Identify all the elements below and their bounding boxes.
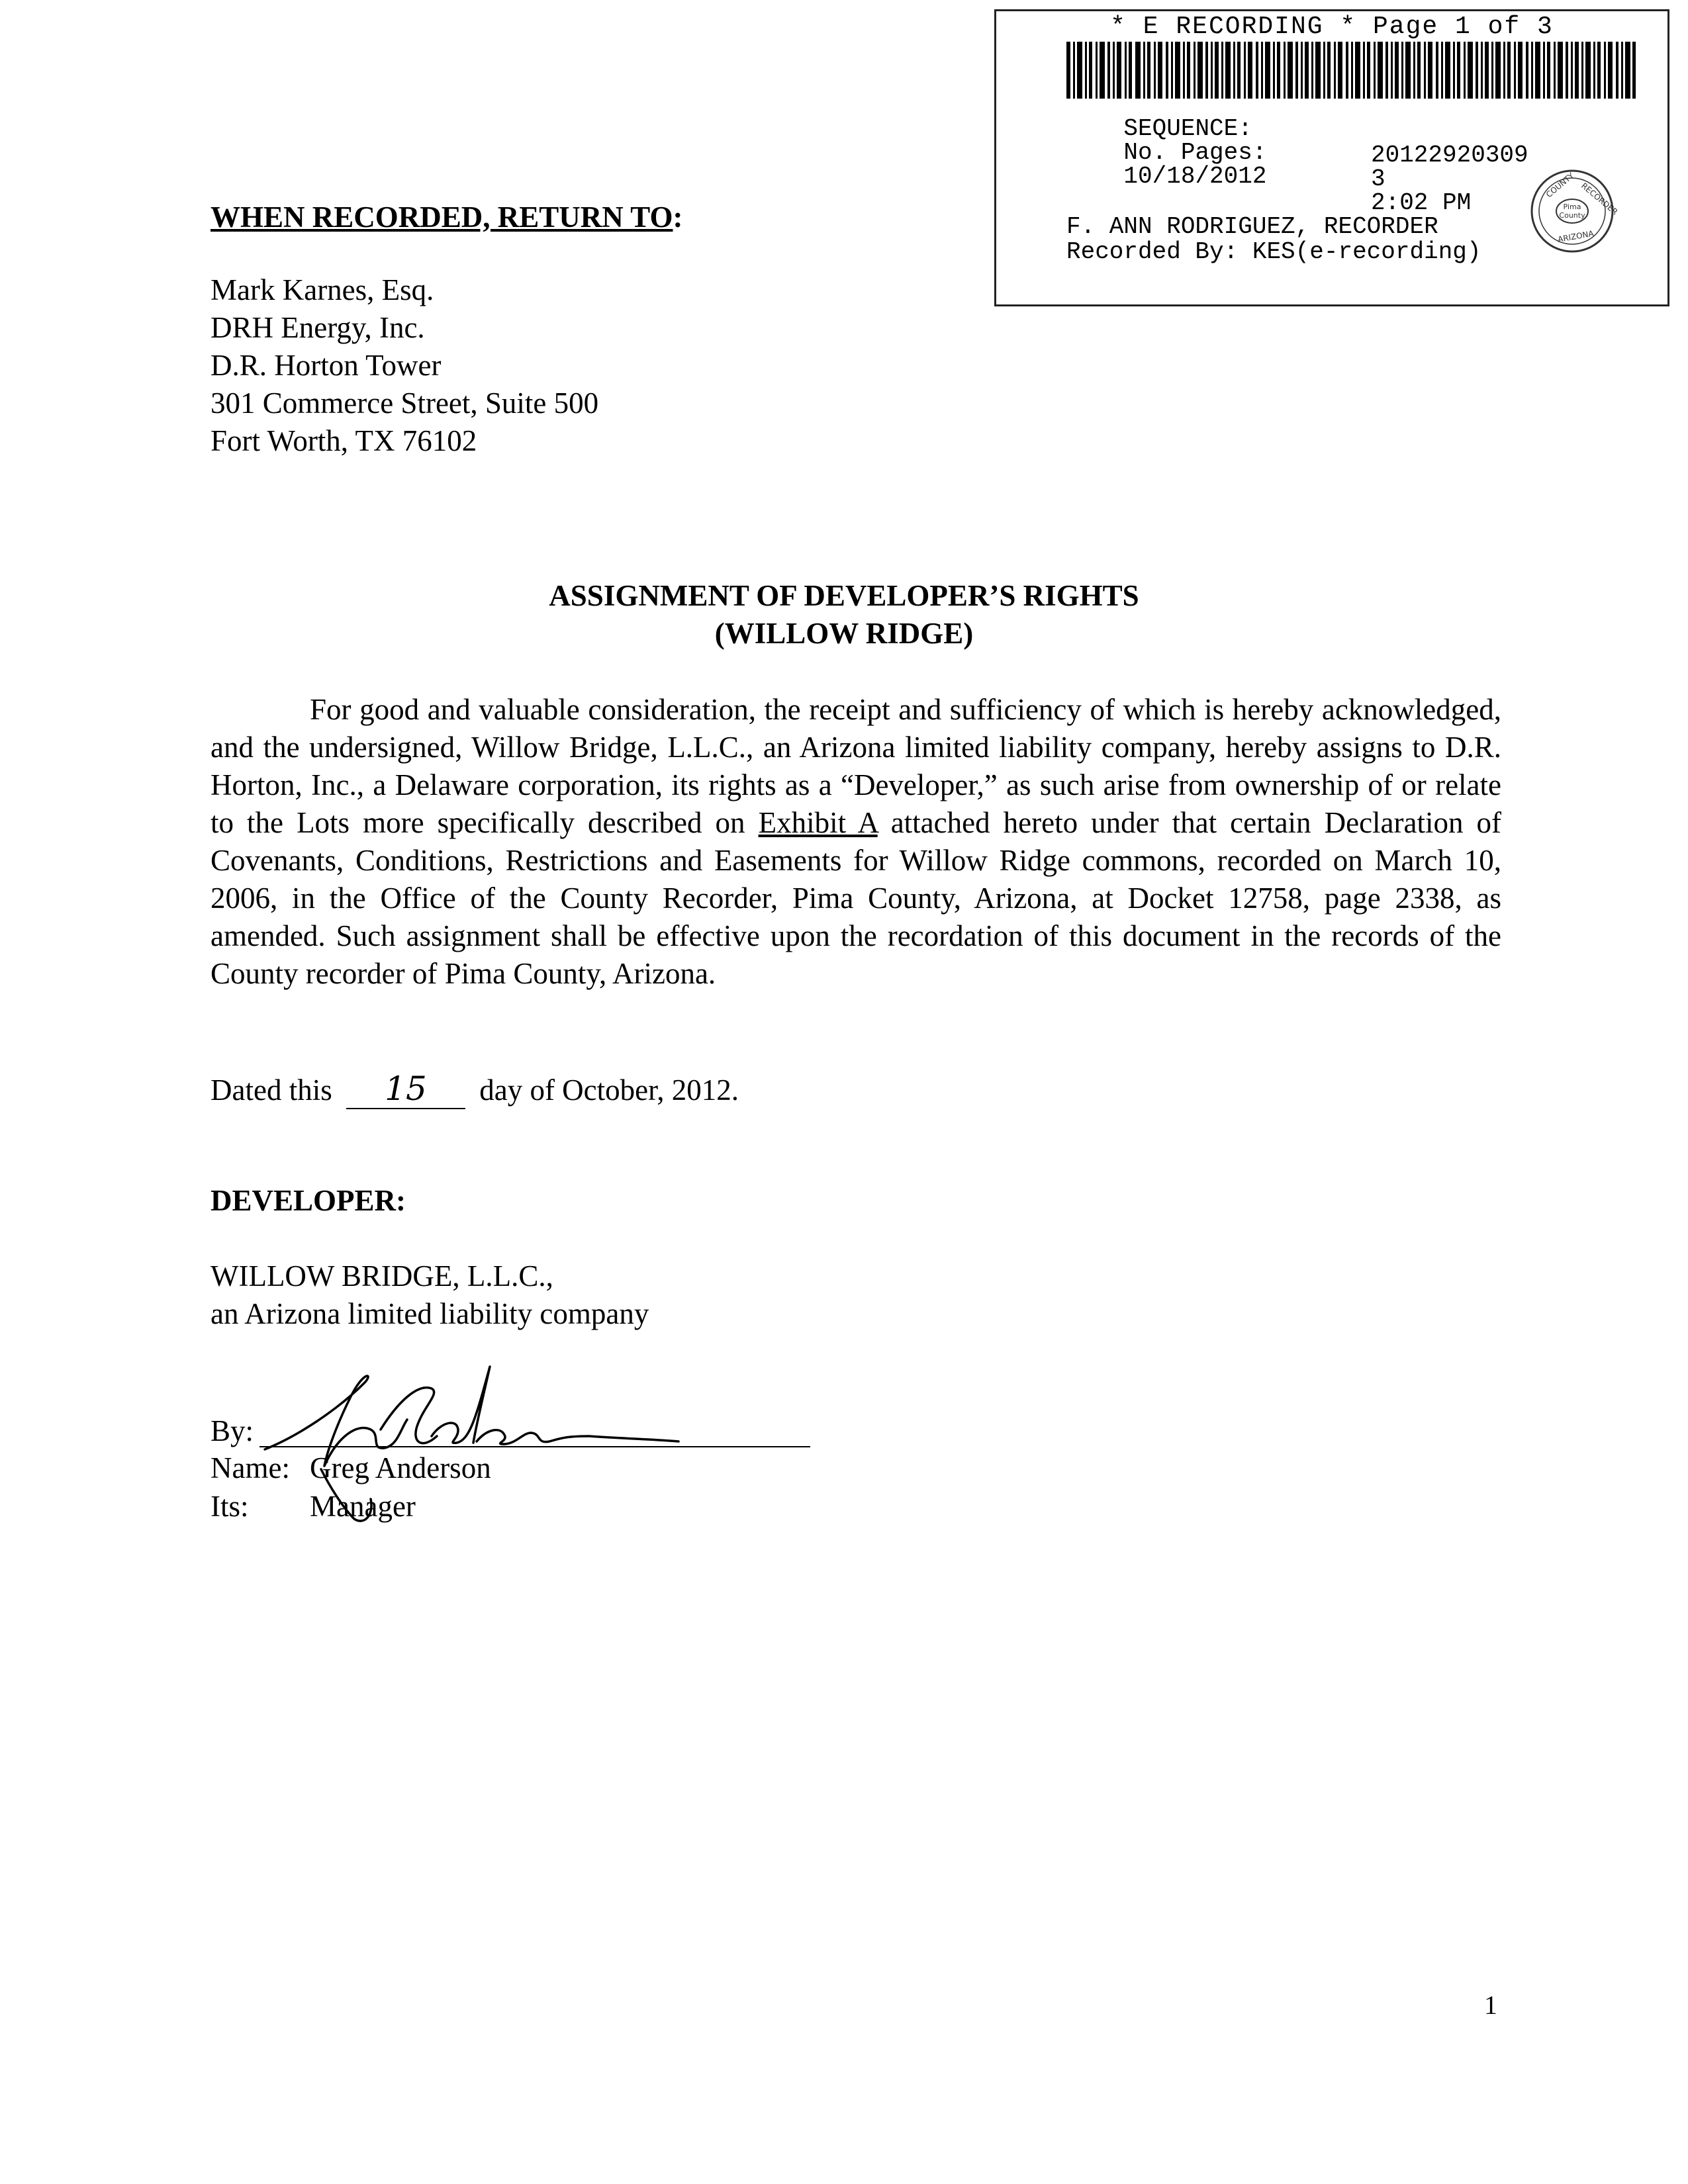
pages-label: No. Pages: (1123, 139, 1267, 166)
title-line-1: ASSIGNMENT OF DEVELOPER’S RIGHTS (549, 579, 1139, 612)
paragraph-part-2: attached hereto under that certain Declaration of Covenants, Conditions, Restrictions and Easements for Willow Ridge commons, recorded on March 10, 2006, in the Office of the County Recorder, Pima County, Arizona, at Docket 12758, page 2338, as amended. Such assignment shall be effective upon the recordation of this document in the records of the County recorder of Pima County, Arizona. (211, 806, 1502, 990)
recording-header: * E RECORDING * Page 1 of 3 (1110, 13, 1554, 41)
handwritten-day: 15 (385, 1069, 427, 1108)
recording-time: 2:02 PM (1371, 189, 1472, 216)
recorder-name: F. ANN RODRIGUEZ, RECORDER (1066, 213, 1438, 240)
svg-text:Pima: Pima (1563, 203, 1581, 211)
signer-name: Greg Anderson (310, 1451, 491, 1484)
return-to-heading-text: WHEN RECORDED, RETURN TO (211, 201, 673, 234)
handwritten-signature (258, 1357, 688, 1529)
svg-text:County: County (1559, 211, 1585, 220)
paragraph-part-1: For good and valuable consideration, the receipt and sufficiency of which is hereby acknowledged, and the undersigned, Willow Bridge, L.L.C., an Arizona limited liability company, hereby assigns to D.R. Horton, Inc., a Delaware corporation, its rights as a “Developer,” as such arise from ownership of or relate to the Lots more specifically described on (211, 693, 1501, 839)
sequence-value: 20122920309 (1371, 142, 1528, 169)
dated-line (211, 1069, 739, 1109)
pages-value: 3 (1371, 165, 1385, 193)
company-description: an Arizona limited liability company (211, 1297, 649, 1330)
return-to-heading-colon: : (673, 201, 683, 234)
county-seal-icon (1529, 168, 1620, 254)
return-address (211, 271, 598, 460)
name-label: Name: (211, 1451, 290, 1484)
by-label: By: (211, 1414, 254, 1447)
svg-text:RECORDER: RECORDER (1579, 181, 1620, 217)
developer-company (211, 1257, 649, 1333)
sequence-label: SEQUENCE: (1123, 115, 1252, 142)
address-line: Mark Karnes, Esq. (211, 273, 434, 306)
address-line: Fort Worth, TX 76102 (211, 424, 477, 457)
recording-stamp (994, 9, 1669, 306)
svg-text:COUNTY: COUNTY (1544, 171, 1576, 200)
its-label: Its: (211, 1490, 249, 1523)
svg-text:ARIZONA: ARIZONA (1557, 228, 1595, 244)
exhibit-reference: Exhibit A (758, 806, 878, 839)
page-number: 1 (1484, 1990, 1497, 2020)
recording-date: 10/18/2012 (1123, 163, 1267, 190)
address-line: D.R. Horton Tower (211, 349, 442, 382)
address-line: 301 Commerce Street, Suite 500 (211, 387, 599, 420)
developer-label: DEVELOPER: (211, 1184, 406, 1217)
dated-prefix: Dated this (211, 1073, 332, 1107)
assignment-paragraph (211, 691, 1501, 993)
company-name: WILLOW BRIDGE, L.L.C., (211, 1259, 553, 1293)
return-to-heading (211, 200, 682, 234)
document-title (0, 577, 1688, 653)
title-line-2: (WILLOW RIDGE) (714, 617, 974, 650)
recorded-by: Recorded By: KES(e-recording) (1066, 238, 1481, 265)
dated-suffix: day of October, 2012. (479, 1073, 739, 1107)
signer-title: Manager (310, 1490, 416, 1523)
address-line: DRH Energy, Inc. (211, 311, 425, 344)
